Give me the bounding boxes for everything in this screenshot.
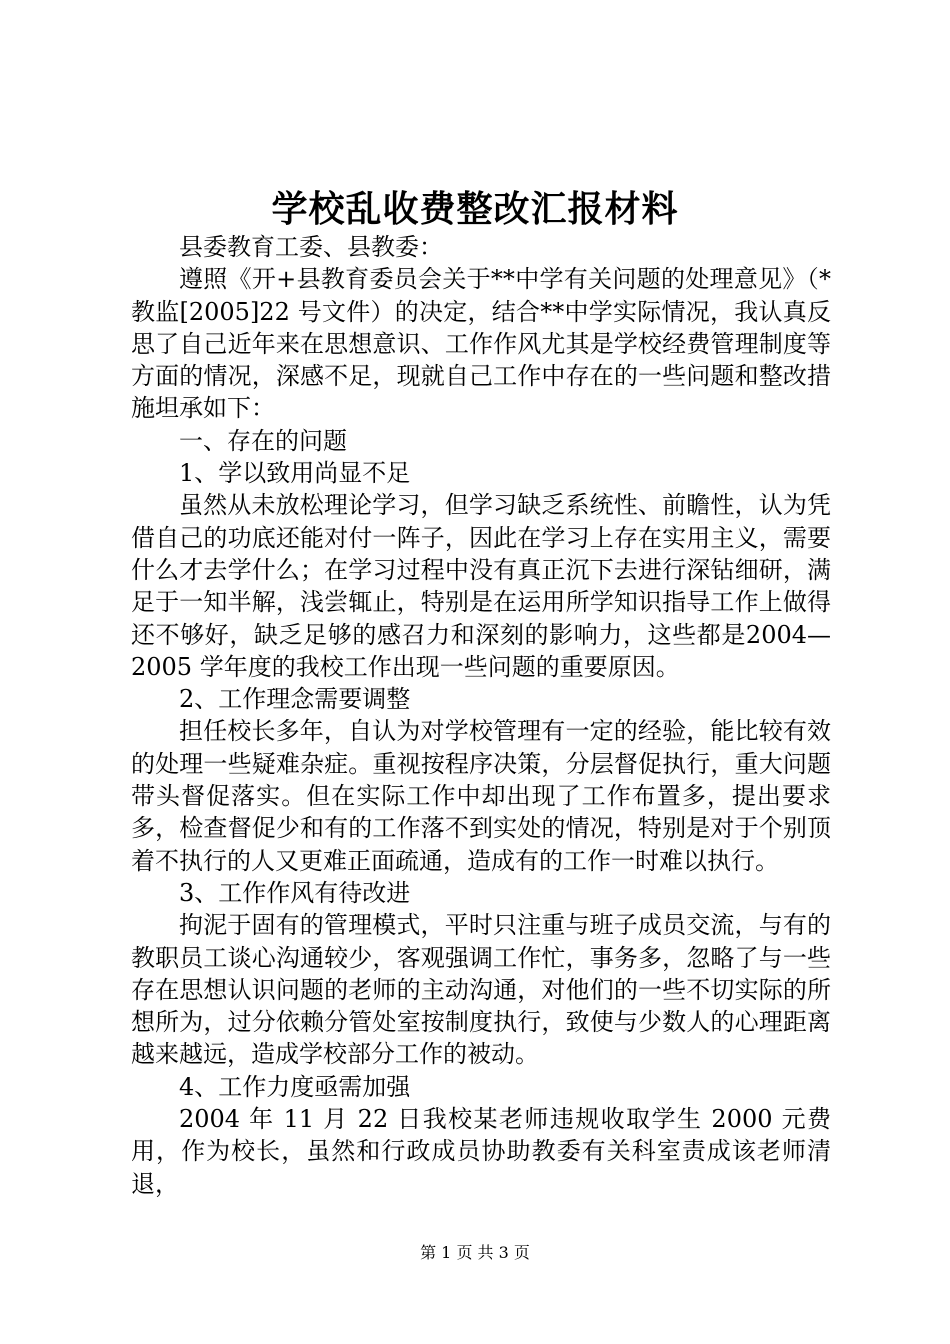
- paragraph-salutation: 县委教育工委、县教委：: [179, 233, 443, 261]
- subheading-2: 2、工作理念需要调整: [179, 685, 411, 714]
- paragraph-3: 拘泥于固有的管理模式，平时只注重与班子成员交流，与有的教职员工谈心沟通较少，客观强调工作忙，事务多，忽略了与一些存在思想认识问题的老师的主动沟通，对他们的一些不切实际的所想所为，过分依赖分管处室按制度执行，致使与少数人的心理距离越来越远，造成学校部分工作的被动。: [131, 911, 831, 1069]
- document-body: [131, 231, 831, 1200]
- section-heading-problems: 一、存在的问题: [179, 426, 347, 455]
- document-title: 学校乱收费整改汇报材料: [271, 188, 679, 230]
- paragraph-1: 虽然从未放松理论学习，但学习缺乏系统性、前瞻性，认为凭借自己的功底还能对付一阵子，因此在学习上存在实用主义，需要什么才去学什么；在学习过程中没有真正沉下去进行深钻细研，满足于一知半解，浅尝辄止，特别是在运用所学知识指导工作上做得还不够好，缺乏足够的感召力和深刻的影响力，这些都是2004—2005 学年度的我校工作出现一些问题的重要原因。: [131, 491, 831, 681]
- page-footer: 第 1 页 共 3 页: [420, 1243, 530, 1262]
- subheading-1: 1、学以致用尚显不足: [179, 459, 411, 488]
- subheading-4: 4、工作力度亟需加强: [179, 1072, 411, 1101]
- paragraph-4: 2004 年 11 月 22 日我校某老师违规收取学生 2000 元费用，作为校长，虽然和行政成员协助教委有关科室责成该老师清退，: [131, 1105, 831, 1198]
- paragraph-intro: 遵照《开+县教育委员会关于**中学有关问题的处理意见》（*教监[2005]22 号文件）的决定，结合**中学实际情况，我认真反思了自己近年来在思想意识、工作作风尤其是学校经费管理制度等方面的情况，深感不足，现就自己工作中存在的一些问题和整改措施坦承如下：: [131, 265, 831, 423]
- subheading-3: 3、工作作风有待改进: [179, 878, 411, 907]
- paragraph-2: 担任校长多年，自认为对学校管理有一定的经验，能比较有效的处理一些疑难杂症。重视按程序决策，分层督促执行，重大问题带头督促落实。但在实际工作中却出现了工作布置多，提出要求多，检查督促少和有的工作落不到实处的情况，特别是对于个别顶着不执行的人又更难正面疏通，造成有的工作一时难以执行。: [131, 717, 831, 875]
